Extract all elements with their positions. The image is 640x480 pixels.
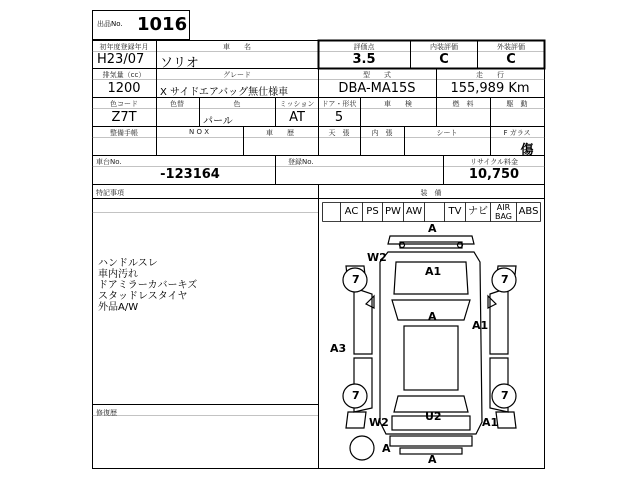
- color-code-value: Z7T: [111, 110, 137, 125]
- cc-label: 排気量（cc）: [102, 71, 146, 79]
- doors-value: 5: [334, 110, 344, 125]
- equipment-label: 装 備: [420, 189, 442, 197]
- score-label: 評価点: [353, 43, 375, 51]
- remark-item: ドアミラーカバーキズ: [98, 280, 198, 291]
- mileage-value: 155,989 Km: [450, 81, 530, 96]
- wheel-rl-code: 7: [352, 389, 360, 402]
- damage-w2-top: W2: [367, 251, 387, 264]
- doors-label: ドア・形状: [321, 100, 357, 108]
- year-label: 初年度登録年月: [99, 43, 149, 51]
- color-value: パール: [203, 116, 233, 127]
- damage-u2-rear: U2: [425, 410, 442, 423]
- damage-a-bottom: A: [428, 453, 437, 466]
- interior-label: 内装評価: [430, 43, 458, 51]
- nox-label: N O X: [189, 128, 209, 136]
- damage-a-windshield: A: [428, 310, 437, 323]
- equip-airbag: AIR BAG: [494, 203, 513, 221]
- damage-a3-left: A3: [330, 342, 347, 355]
- chassis-label: 車台No.: [96, 158, 122, 166]
- equip-abs: ABS: [518, 206, 539, 217]
- model-value: DBA-MA15S: [338, 81, 416, 96]
- exterior-label: 外装評価: [497, 43, 525, 51]
- damage-w2-bottom: W2: [369, 416, 389, 429]
- exterior-value: C: [506, 52, 516, 67]
- recycle-value: 10,750: [468, 167, 520, 182]
- damage-a1-hood: A1: [425, 265, 442, 278]
- equip-tv: TV: [448, 206, 462, 217]
- history-label: 車 歴: [266, 129, 294, 137]
- wheel-fr-code: 7: [501, 273, 509, 286]
- mission-value: AT: [289, 110, 305, 125]
- mileage-label: 走 行: [476, 71, 504, 79]
- reg-label: 登録No.: [288, 158, 314, 166]
- glass-value: 傷: [520, 143, 534, 158]
- equip-pw: PW: [385, 206, 401, 217]
- interior-value: C: [439, 52, 449, 67]
- remark-item: スタッドレスタイヤ: [98, 291, 188, 302]
- chassis-value: -123164: [160, 167, 220, 182]
- repair-label: 修復歴: [96, 409, 117, 417]
- equip-navi: ナビ: [468, 206, 488, 217]
- car-value: ソリオ: [160, 56, 199, 71]
- equip-ac: AC: [344, 206, 359, 217]
- damage-a1-right: A1: [472, 319, 489, 332]
- lot-label: 出品No.: [97, 20, 123, 28]
- seat-label: シート: [436, 129, 458, 137]
- equip-cell: [323, 203, 340, 221]
- damage-top-a: A: [428, 222, 437, 235]
- fuel-label: 燃 料: [452, 100, 474, 108]
- color-no-label: 色替: [170, 100, 184, 108]
- car-label: 車 名: [223, 43, 251, 51]
- lot-number: 1016: [137, 14, 188, 35]
- grade-label: グレード: [223, 71, 251, 79]
- color-label: 色: [233, 100, 241, 108]
- remarks-label: 特記事項: [96, 189, 124, 197]
- model-label: 型 式: [363, 71, 391, 79]
- interior2-label: 内 張: [371, 129, 393, 137]
- roof-label: 天 張: [328, 129, 350, 137]
- color-code-label: 色コード: [110, 100, 138, 108]
- equip-ps: PS: [366, 206, 379, 217]
- manual-label: 整備手帳: [110, 129, 138, 137]
- cc-value: 1200: [107, 81, 141, 96]
- year-value: H23/07: [97, 52, 145, 67]
- damage-a1-bottom-right: A1: [482, 416, 499, 429]
- mission-label: ミッション: [279, 100, 315, 108]
- score-value: 3.5: [352, 52, 376, 67]
- recycle-label: リサイクル料金: [469, 158, 519, 166]
- remark-item: ハンドルスレ: [98, 258, 158, 269]
- equip-aw: AW: [405, 206, 423, 217]
- remark-item: 外品A/W: [98, 302, 139, 313]
- drive-label: 駆 動: [506, 100, 528, 108]
- wheel-rr-code: 7: [501, 389, 509, 402]
- car-diagram: [318, 222, 544, 468]
- damage-a-bottom-left: A: [382, 442, 391, 455]
- grade-value: X サイドエアバッグ無仕様車: [160, 87, 289, 98]
- equip-cell: [425, 203, 444, 221]
- glass-label: F ガラス: [503, 129, 531, 137]
- remark-item: 車内汚れ: [98, 269, 138, 280]
- inspection-label: 車 検: [384, 100, 412, 108]
- wheel-fl-code: 7: [352, 273, 360, 286]
